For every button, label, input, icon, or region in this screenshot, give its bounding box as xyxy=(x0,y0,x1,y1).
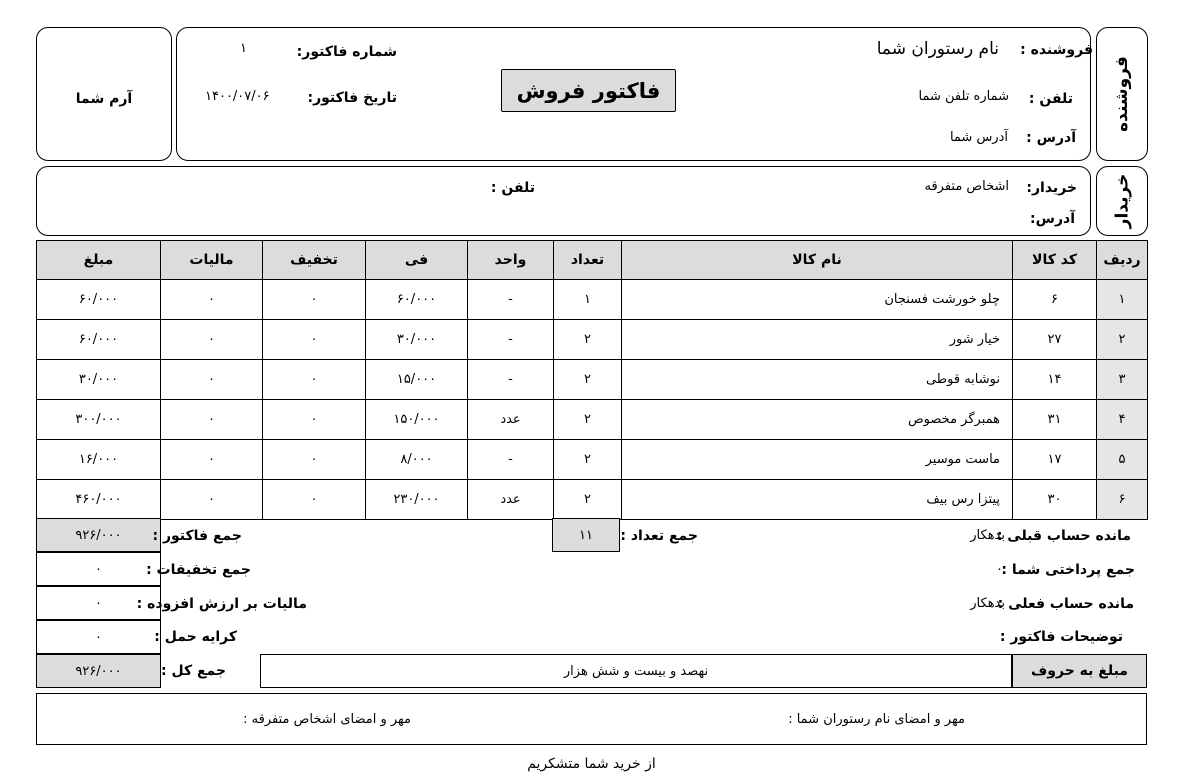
cell-item-name: نوشابه قوطی xyxy=(622,360,1013,400)
signature-box xyxy=(36,693,1147,745)
cell-row-no: ۴ xyxy=(1097,400,1148,440)
header-row-no: ردیف xyxy=(1097,241,1148,280)
cell-row-no: ۲ xyxy=(1097,320,1148,360)
cell-unit: - xyxy=(468,440,554,480)
cell-code: ۱۴ xyxy=(1013,360,1097,400)
cell-tax: ۰ xyxy=(161,320,263,360)
amount-words-label: مبلغ به حروف xyxy=(1012,654,1147,688)
cell-quantity: ۱ xyxy=(554,280,622,320)
cell-tax: ۰ xyxy=(161,440,263,480)
invoice-total-label: جمع فاکتور : xyxy=(152,528,242,544)
seller-address: آدرس شما xyxy=(949,130,1008,145)
cell-row-no: ۶ xyxy=(1097,480,1148,520)
invoice-date-label: تاریخ فاکتور: xyxy=(307,90,397,106)
header-discount: تخفیف xyxy=(263,241,366,280)
logo-text: آرم شما xyxy=(75,91,133,107)
cell-tax: ۰ xyxy=(161,280,263,320)
cell-tax: ۰ xyxy=(161,480,263,520)
grand-total-value: ۹۲۶/۰۰۰ xyxy=(36,654,161,688)
cell-discount: ۰ xyxy=(263,480,366,520)
seller-phone-label: تلفن : xyxy=(1028,91,1073,107)
total-count-label: جمع تعداد : xyxy=(620,528,698,544)
cell-discount: ۰ xyxy=(263,440,366,480)
discounts-total-value: ۰ xyxy=(36,552,161,586)
table-row xyxy=(37,400,1148,440)
cell-unit-price: ۱۵۰/۰۰۰ xyxy=(366,400,468,440)
buyer-box xyxy=(36,166,1091,236)
invoice-number: ۱ xyxy=(240,41,247,56)
header-tax: مالیات xyxy=(161,241,263,280)
cell-row-no: ۵ xyxy=(1097,440,1148,480)
notes-label: توضیحات فاکتور : xyxy=(999,629,1123,645)
discounts-total-label: جمع تخفیفات : xyxy=(146,562,251,578)
current-balance-label: مانده حساب فعلی : xyxy=(997,596,1134,612)
table-row xyxy=(37,480,1148,520)
header-amount: مبلغ xyxy=(37,241,161,280)
cell-item-name: همبرگر مخصوص xyxy=(622,400,1013,440)
cell-item-name: ماست موسیر xyxy=(622,440,1013,480)
thank-you-footer: از خرید شما متشکریم xyxy=(527,756,656,772)
cell-amount: ۶۰/۰۰۰ xyxy=(37,280,161,320)
cell-discount: ۰ xyxy=(263,280,366,320)
cell-unit: عدد xyxy=(468,480,554,520)
cell-tax: ۰ xyxy=(161,400,263,440)
buyer-phone-label: تلفن : xyxy=(490,180,535,196)
cell-unit-price: ۸/۰۰۰ xyxy=(366,440,468,480)
current-balance-value: بدهکار xyxy=(970,596,1005,611)
cell-quantity: ۲ xyxy=(554,480,622,520)
cell-amount: ۳۰/۰۰۰ xyxy=(37,360,161,400)
cell-code: ۲۷ xyxy=(1013,320,1097,360)
total-count-value: ۱۱ xyxy=(552,518,620,552)
cell-discount: ۰ xyxy=(263,320,366,360)
cell-amount: ۶۰/۰۰۰ xyxy=(37,320,161,360)
cell-quantity: ۲ xyxy=(554,440,622,480)
buyer-address-label: آدرس: xyxy=(1030,211,1075,227)
header-code: کد کالا xyxy=(1013,241,1097,280)
seller-signature: مهر و امضای نام رستوران شما : xyxy=(788,712,965,727)
seller-name: نام رستوران شما xyxy=(876,39,999,59)
seller-section-label: فروشنده xyxy=(1112,56,1133,132)
header-quantity: تعداد xyxy=(554,241,622,280)
cell-row-no: ۱ xyxy=(1097,280,1148,320)
buyer-name: اشخاص متفرقه xyxy=(924,179,1009,194)
seller-address-label: آدرس : xyxy=(1026,130,1076,146)
header-item-name: نام کالا xyxy=(622,241,1013,280)
grand-total-label: جمع کل : xyxy=(160,663,226,679)
prev-balance-value: بدهکار xyxy=(970,528,1005,543)
vat-value: ۰ xyxy=(36,586,161,620)
cell-unit: - xyxy=(468,360,554,400)
cell-unit: عدد xyxy=(468,400,554,440)
cell-unit-price: ۳۰/۰۰۰ xyxy=(366,320,468,360)
cell-item-name: چلو خورشت فسنجان xyxy=(622,280,1013,320)
cell-amount: ۴۶۰/۰۰۰ xyxy=(37,480,161,520)
cell-amount: ۳۰۰/۰۰۰ xyxy=(37,400,161,440)
cell-quantity: ۲ xyxy=(554,400,622,440)
paid-value: ۰ xyxy=(996,562,1003,577)
paid-label: جمع پرداختی شما : xyxy=(1001,562,1135,578)
table-header-row xyxy=(37,241,1148,280)
seller-name-label: فروشنده : xyxy=(1020,42,1093,58)
cell-unit: - xyxy=(468,280,554,320)
cell-unit: - xyxy=(468,320,554,360)
buyer-signature: مهر و امضای اشخاص متفرقه : xyxy=(243,712,411,727)
table-row xyxy=(37,360,1148,400)
cell-code: ۳۱ xyxy=(1013,400,1097,440)
cell-quantity: ۲ xyxy=(554,320,622,360)
invoice-total-value: ۹۲۶/۰۰۰ xyxy=(36,518,161,552)
cell-item-name: خیار شور xyxy=(622,320,1013,360)
cell-code: ۱۷ xyxy=(1013,440,1097,480)
cell-discount: ۰ xyxy=(263,400,366,440)
prev-balance-label: مانده حساب قبلی : xyxy=(996,528,1131,544)
table-row xyxy=(37,440,1148,480)
shipping-label: کرایه حمل : xyxy=(154,629,237,645)
cell-amount: ۱۶/۰۰۰ xyxy=(37,440,161,480)
shipping-value: ۰ xyxy=(36,620,161,654)
cell-item-name: پیتزا رس بیف xyxy=(622,480,1013,520)
header-unit-price: فی xyxy=(366,241,468,280)
invoice-date: ۱۴۰۰/۰۷/۰۶ xyxy=(205,89,270,104)
seller-phone: شماره تلفن شما xyxy=(918,89,1009,104)
cell-code: ۳۰ xyxy=(1013,480,1097,520)
invoice-number-label: شماره فاکتور: xyxy=(296,44,397,60)
buyer-name-label: خریدار: xyxy=(1026,180,1077,196)
table-row xyxy=(37,320,1148,360)
cell-unit-price: ۲۳۰/۰۰۰ xyxy=(366,480,468,520)
cell-discount: ۰ xyxy=(263,360,366,400)
invoice-title: فاکتور فروش xyxy=(501,69,676,112)
cell-unit-price: ۱۵/۰۰۰ xyxy=(366,360,468,400)
cell-unit-price: ۶۰/۰۰۰ xyxy=(366,280,468,320)
table-row xyxy=(37,280,1148,320)
cell-quantity: ۲ xyxy=(554,360,622,400)
header-unit: واحد xyxy=(468,241,554,280)
items-table xyxy=(36,240,1148,520)
vat-label: مالیات بر ارزش افزوده : xyxy=(136,596,307,612)
buyer-section-label: خریدار xyxy=(1112,173,1132,229)
cell-tax: ۰ xyxy=(161,360,263,400)
cell-code: ۶ xyxy=(1013,280,1097,320)
cell-row-no: ۳ xyxy=(1097,360,1148,400)
amount-words-value: نهصد و بیست و شش هزار xyxy=(260,654,1012,688)
